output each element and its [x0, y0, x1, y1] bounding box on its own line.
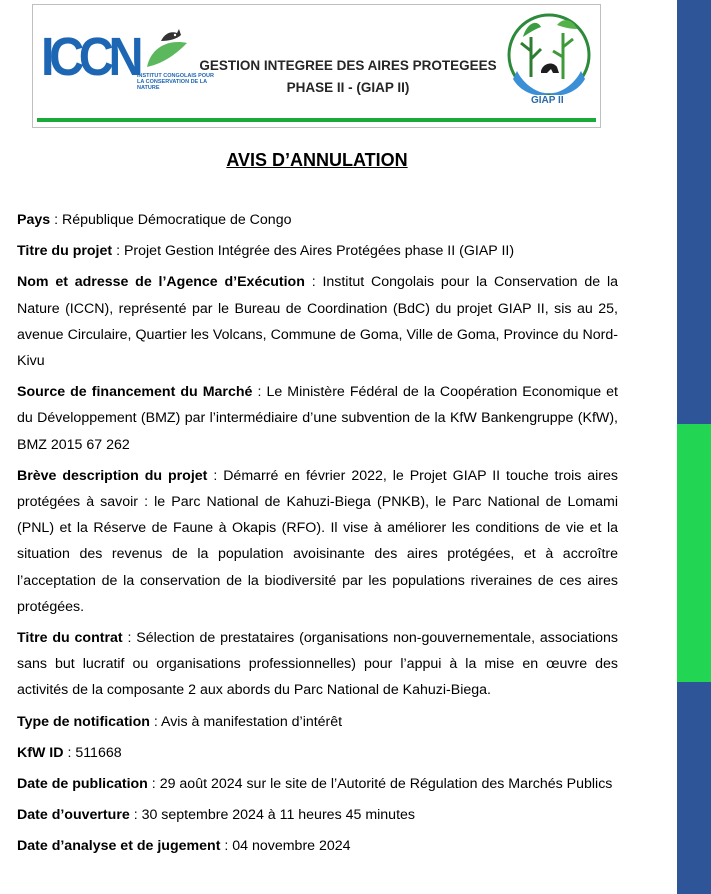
field-separator: :	[63, 744, 76, 761]
field-value: 511668	[75, 744, 122, 761]
field-value: Projet Gestion Intégrée des Aires Protégées phase II (GIAP II)	[123, 243, 515, 260]
field-value: 04 novembre 2024	[232, 838, 351, 855]
field-label: KfW ID	[17, 744, 64, 761]
field-value: 29 août 2024 sur le site de l’Autorité de Régulation des Marchés Publics	[159, 776, 613, 793]
field-label: Date d’analyse et de jugement	[17, 838, 221, 855]
field-paragraph	[17, 802, 618, 828]
field-label: Titre du projet	[17, 243, 113, 260]
field-paragraph	[17, 463, 618, 620]
giap-logo	[501, 7, 597, 117]
side-decoration-bar	[677, 0, 711, 894]
field-paragraph	[17, 238, 618, 264]
header-title-line2: PHASE II - (GIAP II)	[286, 80, 410, 95]
field-value: Démarré en février 2022, le Projet GIAP II touche trois aires protégées à savoir : le Parc National de Kahuzi-Biega (PNKB), le Parc National de Lomami (PNL) et la Réserve de Faune à Okapis (RFO). Il vise à améliorer les conditions de vie et la situation des revenus de la population avoisinante des aires protégées, et à accroître l’acceptation de la conservation de la biodiversité par les populations riveraines de ces aires protégées.	[17, 467, 619, 615]
field-separator: :	[252, 384, 267, 401]
field-separator: :	[147, 776, 160, 793]
header-rule	[37, 118, 596, 122]
field-paragraph	[17, 771, 618, 797]
field-value: République Démocratique de Congo	[61, 212, 292, 228]
field-value: Le Ministère Fédéral de la Coopération Economique et du Développement (BMZ) par l’intermédiaire d’une subvention de la KfW Bankengruppe (KfW), BMZ 2015 67 262	[17, 384, 618, 453]
field-label: Source de financement du Marché	[17, 384, 253, 401]
field-value: Institut Congolais pour la Conservation de la Nature (ICCN), représenté par le Bureau de Coordination (BdC) du projet GIAP II, sis au 25, avenue Circulaire, Quartier les Volcans, Commune de Goma, Ville de Goma, Province du Nord-Kivu	[17, 274, 618, 370]
document-header	[32, 4, 601, 128]
iccn-logo-subtext: INSTITUT CONGOLAIS POUR LA CONSERVATION DE LA NATURE	[137, 73, 214, 91]
field-value: Avis à manifestation d’intérêt	[161, 713, 343, 730]
field-value: Sélection de prestataires (organisations non-gouvernementale, associations sans but lucratif ou organisations professionnelles) pour l’appui à la mise en œuvre des activités de la composante 2 aux abords du Parc National de Kahuzi-Biega.	[17, 630, 618, 699]
field-separator: :	[207, 467, 224, 484]
field-separator: :	[122, 630, 137, 647]
field-label: Brève description du projet	[17, 467, 208, 484]
document-body	[17, 207, 618, 865]
field-label: Type de notification	[17, 713, 150, 730]
field-separator: :	[149, 713, 161, 730]
field-separator: :	[50, 212, 62, 228]
header-title-line1: GESTION INTEGREE DES AIRES PROTEGEES	[199, 58, 497, 73]
field-paragraph	[17, 379, 618, 458]
field-paragraph	[17, 709, 618, 735]
field-label: Date d’ouverture	[17, 807, 130, 824]
side-green-segment	[677, 424, 711, 682]
field-paragraph	[17, 625, 618, 704]
field-separator: :	[220, 838, 233, 855]
field-label: Pays	[17, 212, 51, 228]
field-separator: :	[129, 807, 142, 824]
field-paragraph	[17, 833, 618, 859]
field-paragraph	[17, 740, 618, 766]
iccn-logo-text: ICCN	[41, 27, 139, 87]
field-separator: :	[304, 274, 323, 291]
header-title	[183, 55, 513, 99]
document-title: AVIS D’ANNULATION	[226, 150, 408, 170]
field-paragraph	[17, 269, 618, 374]
giap-logo-text: GIAP II	[531, 95, 564, 106]
field-paragraph	[17, 207, 618, 233]
field-label: Titre du contrat	[17, 630, 123, 647]
field-separator: :	[112, 243, 124, 260]
field-label: Nom et adresse de l’Agence d’Exécution	[17, 274, 305, 291]
field-label: Date de publication	[17, 776, 148, 793]
field-value: 30 septembre 2024 à 11 heures 45 minutes	[141, 807, 415, 824]
